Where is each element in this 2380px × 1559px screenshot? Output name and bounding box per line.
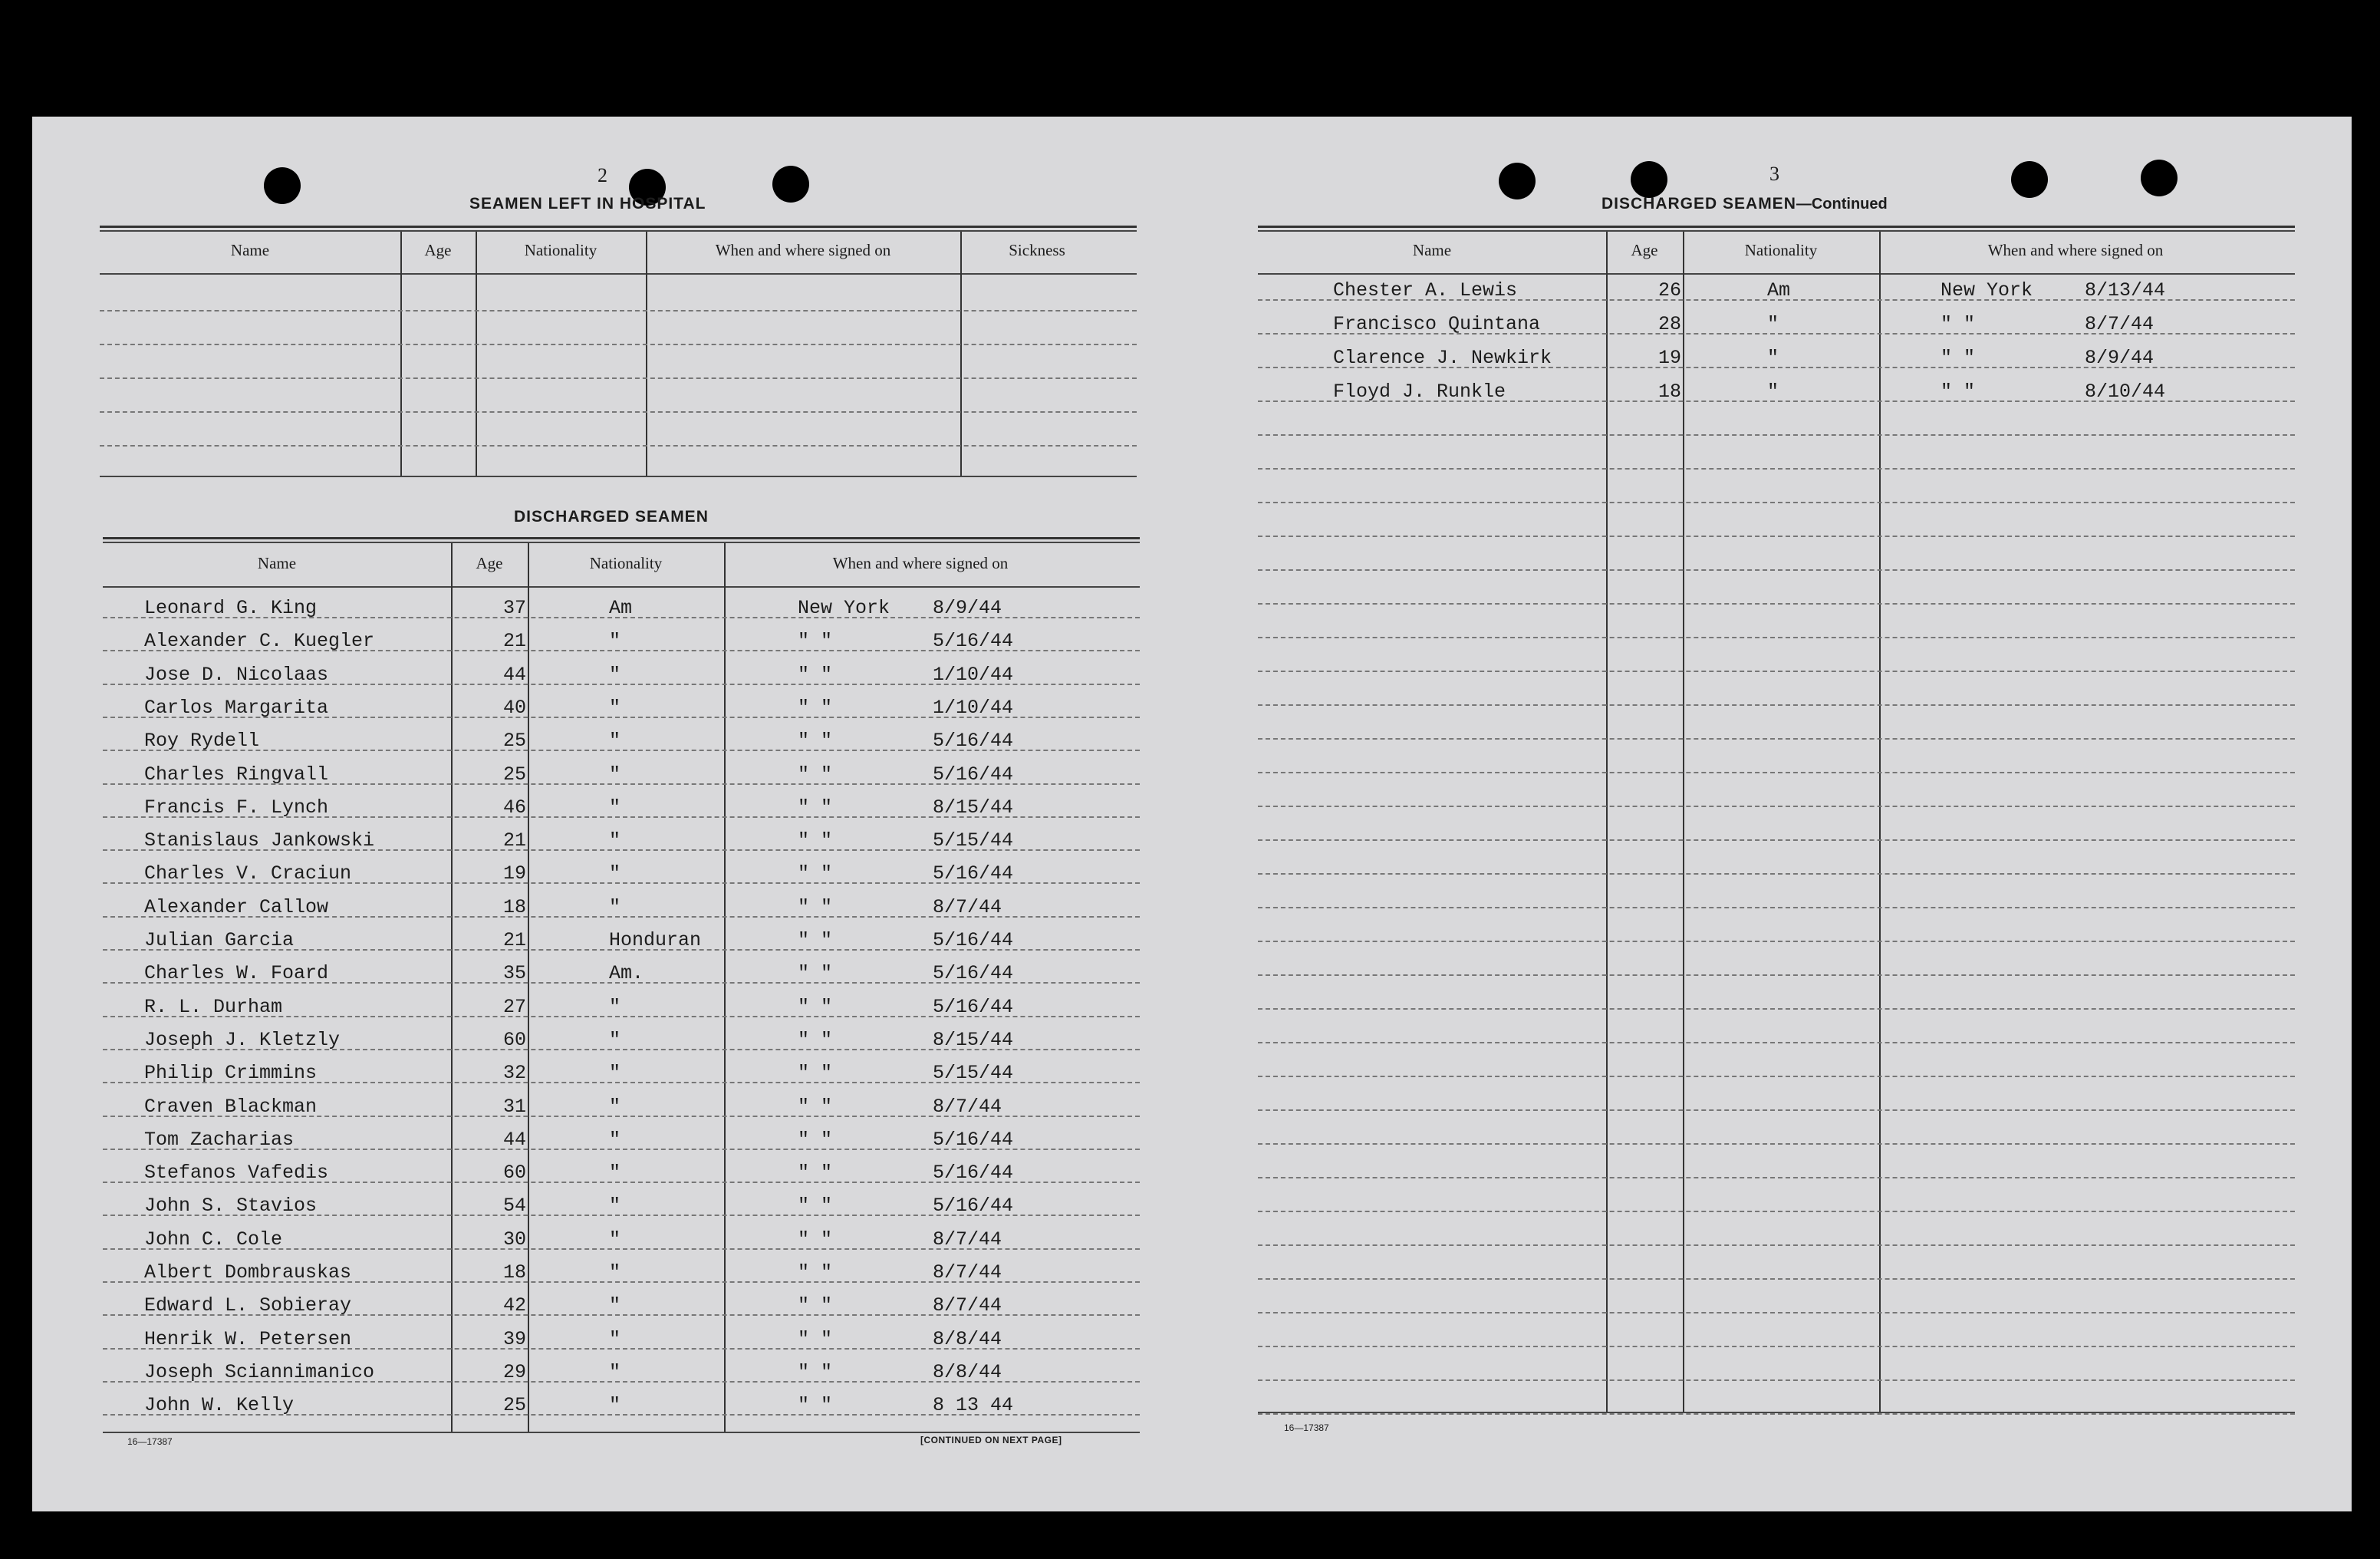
signed-on-date: 8/7/44 <box>933 1228 1002 1251</box>
seaman-name: Stanislaus Jankowski <box>144 829 375 852</box>
table-top-rule <box>1258 226 2295 228</box>
seaman-age: 18 <box>503 1261 527 1284</box>
signed-on-place: " " <box>798 862 833 885</box>
seaman-nationality: Am <box>609 597 633 619</box>
header-rule <box>100 273 1137 275</box>
col-header-name: Name <box>230 241 270 259</box>
seaman-age: 27 <box>503 995 527 1018</box>
seaman-name: Francis F. Lynch <box>144 796 329 819</box>
signed-on-date: 8/9/44 <box>2085 347 2155 369</box>
seaman-name: Joseph J. Kletzly <box>144 1028 341 1051</box>
punch-hole <box>1631 161 1667 198</box>
seaman-age: 29 <box>503 1360 527 1383</box>
seaman-nationality: " <box>609 1128 621 1151</box>
seaman-age: 32 <box>503 1062 527 1085</box>
seaman-name: Stefanos Vafedis <box>144 1162 329 1185</box>
seaman-name: John S. Stavios <box>144 1195 318 1218</box>
seaman-name: Craven Blackman <box>144 1095 318 1118</box>
seaman-name: Charles W. Foard <box>144 962 329 985</box>
table-top-rule <box>103 542 1140 543</box>
col-header-signed-on: When and where signed on <box>715 241 891 259</box>
seaman-nationality: " <box>609 829 621 852</box>
signed-on-place: " " <box>798 1162 833 1185</box>
seaman-name: Tom Zacharias <box>144 1128 295 1151</box>
signed-on-place: " " <box>1941 381 1976 403</box>
seaman-name: Clarence J. Newkirk <box>1333 347 1552 369</box>
row-line <box>1258 1177 2295 1178</box>
seaman-age: 26 <box>1658 279 1682 302</box>
seaman-age: 60 <box>503 1162 527 1185</box>
seaman-nationality: Honduran <box>609 929 702 951</box>
row-line <box>1258 1211 2295 1212</box>
signed-on-date: 5/15/44 <box>933 829 1014 852</box>
row-line <box>1258 941 2295 942</box>
signed-on-date: 8/15/44 <box>933 796 1014 819</box>
seaman-name: Philip Crimmins <box>144 1062 318 1085</box>
seaman-age: 19 <box>1658 347 1682 369</box>
seaman-name: Charles V. Craciun <box>144 862 352 885</box>
seaman-age: 25 <box>503 763 527 786</box>
header-rule <box>103 586 1140 588</box>
seaman-name: Edward L. Sobieray <box>144 1294 352 1317</box>
seaman-name: Roy Rydell <box>144 730 260 753</box>
column-divider <box>1606 232 1608 1413</box>
col-header-sickness: Sickness <box>1009 241 1065 259</box>
row-line <box>100 445 1137 447</box>
punch-hole <box>772 166 809 203</box>
right-title-continued: —Continued <box>1796 196 1888 213</box>
seaman-name: Alexander C. Kuegler <box>144 630 375 653</box>
row-line <box>1258 1379 2295 1381</box>
table-top-rule <box>1258 230 2295 232</box>
signed-on-date: 5/16/44 <box>933 862 1014 885</box>
seaman-name: Albert Dombrauskas <box>144 1261 352 1284</box>
seaman-age: 18 <box>503 895 527 918</box>
signed-on-place: " " <box>798 1228 833 1251</box>
seaman-name: Alexander Callow <box>144 895 329 918</box>
seaman-nationality: " <box>1767 347 1779 369</box>
punch-hole <box>2141 160 2178 196</box>
seaman-age: 25 <box>503 1394 527 1417</box>
signed-on-date: 8/8/44 <box>933 1327 1002 1350</box>
seaman-name: Joseph Sciannimanico <box>144 1360 375 1383</box>
seaman-age: 44 <box>503 1128 527 1151</box>
signed-on-place: " " <box>798 730 833 753</box>
seaman-age: 21 <box>503 829 527 852</box>
seaman-nationality: " <box>609 895 621 918</box>
right-page-number: 3 <box>1769 163 1779 185</box>
signed-on-date: 8/10/44 <box>2085 381 2166 403</box>
seaman-nationality: " <box>609 862 621 885</box>
signed-on-date: 8/7/44 <box>933 1294 1002 1317</box>
row-line <box>100 344 1137 345</box>
document-sheet <box>32 117 2352 1511</box>
signed-on-place: " " <box>798 663 833 686</box>
seaman-name: Carlos Margarita <box>144 696 329 719</box>
row-line <box>1258 772 2295 773</box>
row-line <box>1258 704 2295 706</box>
seaman-nationality: " <box>609 796 621 819</box>
signed-on-date: 1/10/44 <box>933 696 1014 719</box>
seaman-nationality: " <box>609 1062 621 1085</box>
seaman-nationality: " <box>609 1162 621 1185</box>
signed-on-date: 5/16/44 <box>933 995 1014 1018</box>
signed-on-place: " " <box>798 1360 833 1383</box>
row-line <box>1258 671 2295 672</box>
discharged-continued-table <box>1258 226 2295 1522</box>
seaman-nationality: " <box>609 1327 621 1350</box>
row-line <box>100 411 1137 413</box>
signed-on-place: " " <box>798 895 833 918</box>
signed-on-date: 8/8/44 <box>933 1360 1002 1383</box>
row-line <box>1258 1244 2295 1246</box>
row-line <box>1258 603 2295 605</box>
row-line <box>1258 1413 2295 1415</box>
row-line <box>1258 1312 2295 1313</box>
signed-on-date: 8 13 44 <box>933 1394 1014 1417</box>
seaman-age: 46 <box>503 796 527 819</box>
table-top-rule <box>100 226 1137 228</box>
row-line <box>1258 1278 2295 1280</box>
signed-on-place: " " <box>798 696 833 719</box>
signed-on-place: " " <box>798 1327 833 1350</box>
seaman-nationality: Am. <box>609 962 644 985</box>
row-line <box>1258 468 2295 470</box>
row-line <box>1258 873 2295 875</box>
signed-on-place: " " <box>798 929 833 951</box>
seaman-age: 54 <box>503 1195 527 1218</box>
column-divider <box>476 232 477 477</box>
table-bottom-rule <box>100 476 1137 477</box>
seaman-name: Julian Garcia <box>144 929 295 951</box>
punch-hole <box>2011 161 2048 198</box>
seaman-name: Chester A. Lewis <box>1333 279 1518 302</box>
col-header-age: Age <box>1631 241 1658 259</box>
column-divider <box>724 543 726 1433</box>
signed-on-place: " " <box>798 962 833 985</box>
seaman-age: 30 <box>503 1228 527 1251</box>
seaman-name: John C. Cole <box>144 1228 283 1251</box>
col-header-nationality: Nationality <box>1744 241 1818 259</box>
column-divider <box>646 232 647 477</box>
row-line <box>1258 1042 2295 1043</box>
seaman-name: Henrik W. Petersen <box>144 1327 352 1350</box>
column-divider <box>960 232 962 477</box>
header-rule <box>1258 273 2295 275</box>
hospital-section-title: SEAMEN LEFT IN HOSPITAL <box>469 195 706 213</box>
hospital-table <box>100 226 1137 483</box>
row-line <box>1258 536 2295 537</box>
seaman-name: Charles Ringvall <box>144 763 329 786</box>
signed-on-date: 5/16/44 <box>933 630 1014 653</box>
seaman-nationality: " <box>609 663 621 686</box>
seaman-nationality: " <box>609 1028 621 1051</box>
seaman-name: John W. Kelly <box>144 1394 295 1417</box>
column-divider <box>451 543 453 1433</box>
col-header-name: Name <box>1412 241 1452 259</box>
seaman-name: Jose D. Nicolaas <box>144 663 329 686</box>
col-header-name: Name <box>257 554 297 572</box>
seaman-age: 42 <box>503 1294 527 1317</box>
right-title-main: DISCHARGED SEAMEN <box>1601 195 1796 213</box>
signed-on-date: 5/16/44 <box>933 1162 1014 1185</box>
row-line <box>1258 839 2295 841</box>
signed-on-date: 5/16/44 <box>933 929 1014 951</box>
discharged-section-title: DISCHARGED SEAMEN <box>514 508 709 526</box>
signed-on-place: " " <box>798 1095 833 1118</box>
row-line <box>1258 1143 2295 1145</box>
signed-on-place: New York <box>1941 279 2033 302</box>
row-line <box>1258 569 2295 571</box>
signed-on-place: " " <box>798 1062 833 1085</box>
col-header-signed-on: When and where signed on <box>1987 241 2164 259</box>
signed-on-date: 8/7/44 <box>2085 313 2155 335</box>
signed-on-place: " " <box>798 763 833 786</box>
signed-on-date: 5/16/44 <box>933 1128 1014 1151</box>
row-line <box>100 310 1137 311</box>
row-line <box>1258 637 2295 638</box>
row-line <box>1258 738 2295 740</box>
seaman-nationality: " <box>609 1228 621 1251</box>
left-page-number: 2 <box>597 164 607 186</box>
seaman-age: 60 <box>503 1028 527 1051</box>
seaman-age: 44 <box>503 663 527 686</box>
seaman-age: 28 <box>1658 313 1682 335</box>
continued-note: [CONTINUED ON NEXT PAGE] <box>920 1435 1062 1445</box>
seaman-nationality: " <box>609 696 621 719</box>
seaman-nationality: Am <box>1767 279 1791 302</box>
punch-hole <box>1499 163 1536 199</box>
seaman-age: 40 <box>503 696 527 719</box>
column-divider <box>528 543 529 1433</box>
seaman-nationality: " <box>609 1095 621 1118</box>
signed-on-place: " " <box>798 829 833 852</box>
seaman-age: 37 <box>503 597 527 619</box>
signed-on-place: " " <box>798 1394 833 1417</box>
form-number: 16—17387 <box>1284 1422 1329 1433</box>
signed-on-place: New York <box>798 597 890 619</box>
signed-on-place: " " <box>798 1261 833 1284</box>
signed-on-date: 8/9/44 <box>933 597 1002 619</box>
column-divider <box>1683 232 1684 1413</box>
row-line <box>1258 1008 2295 1010</box>
signed-on-place: " " <box>798 1128 833 1151</box>
right-section-title <box>1601 195 1888 213</box>
signed-on-place: " " <box>798 630 833 653</box>
signed-on-date: 5/16/44 <box>933 962 1014 985</box>
seaman-nationality: " <box>609 1294 621 1317</box>
seaman-nationality: " <box>609 730 621 753</box>
signed-on-date: 8/7/44 <box>933 895 1002 918</box>
table-bottom-rule <box>103 1432 1140 1433</box>
row-line <box>100 377 1137 379</box>
seaman-nationality: " <box>609 995 621 1018</box>
signed-on-place: " " <box>798 1195 833 1218</box>
punch-hole <box>264 167 301 204</box>
signed-on-date: 8/15/44 <box>933 1028 1014 1051</box>
seaman-name: Francisco Quintana <box>1333 313 1541 335</box>
col-header-nationality: Nationality <box>524 241 597 259</box>
signed-on-place: " " <box>798 1028 833 1051</box>
col-header-signed-on: When and where signed on <box>832 554 1009 572</box>
col-header-age: Age <box>476 554 503 572</box>
row-line <box>1258 1346 2295 1347</box>
seaman-age: 19 <box>503 862 527 885</box>
seaman-nationality: " <box>609 1394 621 1417</box>
signed-on-place: " " <box>1941 347 1976 369</box>
col-header-nationality: Nationality <box>589 554 663 572</box>
seaman-age: 25 <box>503 730 527 753</box>
column-divider <box>400 232 402 477</box>
seaman-nationality: " <box>609 763 621 786</box>
row-line <box>1258 1076 2295 1077</box>
discharged-table <box>103 537 1140 1450</box>
signed-on-date: 5/16/44 <box>933 1195 1014 1218</box>
seaman-nationality: " <box>609 1195 621 1218</box>
row-line <box>1258 907 2295 908</box>
seaman-age: 39 <box>503 1327 527 1350</box>
row-line <box>1258 806 2295 807</box>
seaman-age: 21 <box>503 630 527 653</box>
seaman-name: Floyd J. Runkle <box>1333 381 1506 403</box>
signed-on-date: 8/7/44 <box>933 1261 1002 1284</box>
signed-on-place: " " <box>1941 313 1976 335</box>
seaman-age: 35 <box>503 962 527 985</box>
row-line <box>1258 1109 2295 1111</box>
signed-on-date: 8/7/44 <box>933 1095 1002 1118</box>
form-number: 16—17387 <box>127 1436 173 1447</box>
row-line <box>1258 502 2295 503</box>
seaman-age: 18 <box>1658 381 1682 403</box>
signed-on-place: " " <box>798 796 833 819</box>
signed-on-date: 5/16/44 <box>933 763 1014 786</box>
table-top-rule <box>103 537 1140 539</box>
signed-on-date: 1/10/44 <box>933 663 1014 686</box>
signed-on-date: 5/15/44 <box>933 1062 1014 1085</box>
signed-on-date: 5/16/44 <box>933 730 1014 753</box>
seaman-age: 21 <box>503 929 527 951</box>
signed-on-place: " " <box>798 995 833 1018</box>
signed-on-date: 8/13/44 <box>2085 279 2166 302</box>
seaman-nationality: " <box>1767 381 1779 403</box>
col-header-age: Age <box>424 241 452 259</box>
seaman-nationality: " <box>609 630 621 653</box>
seaman-name: Leonard G. King <box>144 597 318 619</box>
column-divider <box>1879 232 1881 1413</box>
table-top-rule <box>100 230 1137 232</box>
seaman-name: R. L. Durham <box>144 995 283 1018</box>
row-line <box>1258 974 2295 976</box>
row-line <box>1258 434 2295 436</box>
seaman-nationality: " <box>609 1360 621 1383</box>
seaman-nationality: " <box>1767 313 1779 335</box>
signed-on-place: " " <box>798 1294 833 1317</box>
seaman-age: 31 <box>503 1095 527 1118</box>
seaman-nationality: " <box>609 1261 621 1284</box>
